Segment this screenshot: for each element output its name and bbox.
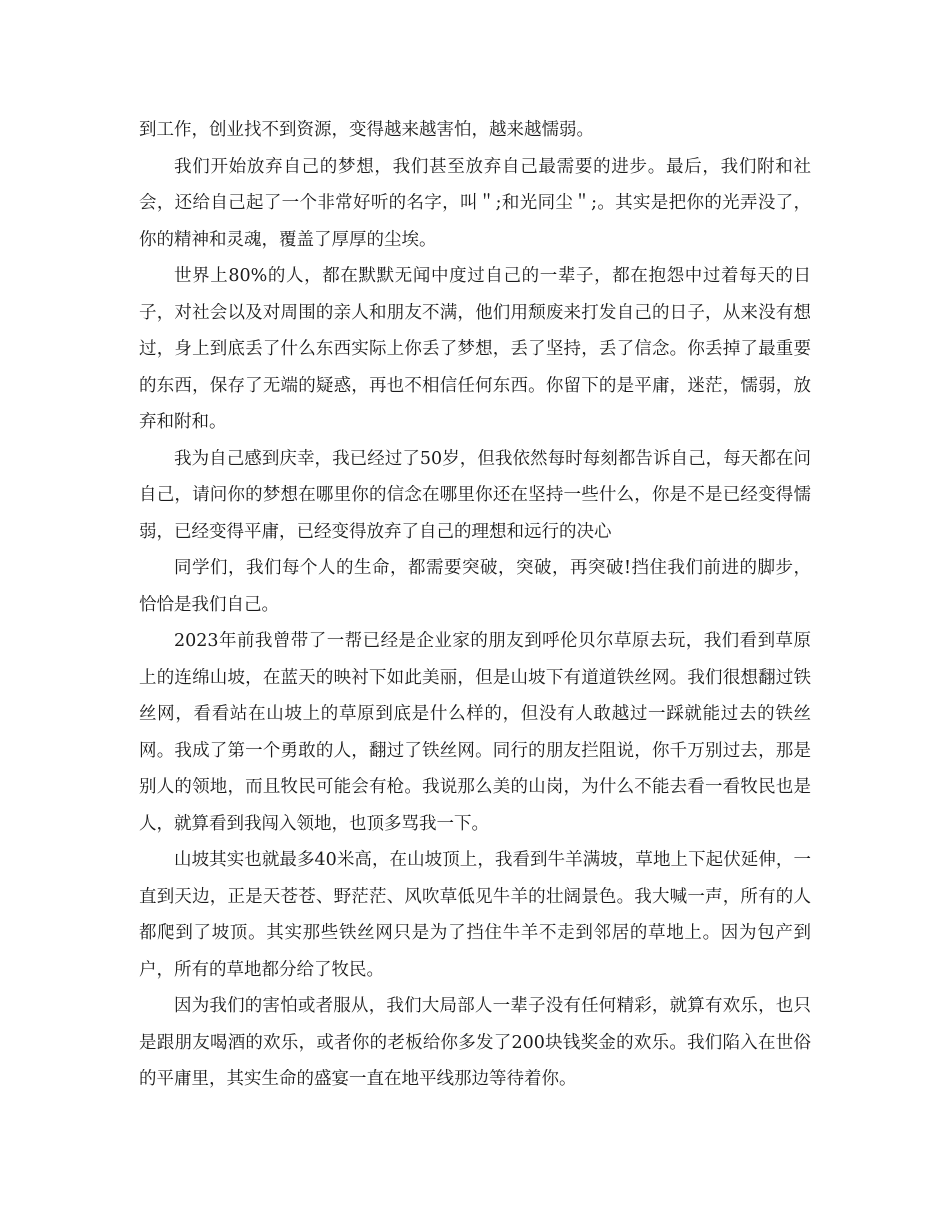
paragraph: 我们开始放弃自己的梦想，我们甚至放弃自己最需要的进步。最后，我们附和社会，还给自己起了一个非常好听的名字，叫＂;和光同尘＂;。其实是把你的光弄没了，你的精神和灵魂，覆盖了厚厚的尘埃。 — [139, 156, 811, 250]
paragraph: 2023年前我曾带了一帮已经是企业家的朋友到呼伦贝尔草原去玩，我们看到草原上的连绵山坡，在蓝天的映衬下如此美丽，但是山坡下有道道铁丝网。我们很想翻过铁丝网，看看站在山坡上的草原到底是什么样的，但没有人敢越过一踩就能过去的铁丝网。我成了第一个勇敢的人，翻过了铁丝网。同行的朋友拦阻说，你千万别过去，那是别人的领地，而且牧民可能会有枪。我说那么美的山岗，为什么不能去看一看牧民也是人，就算看到我闯入领地，也顶多骂我一下。 — [139, 631, 811, 834]
paragraph: 世界上80%的人，都在默默无闻中度过自己的一辈子，都在抱怨中过着每天的日子，对社会以及对周围的亲人和朋友不满，他们用颓废来打发自己的日子，从来没有想过，身上到底丢了什么东西实际上你丢了梦想，丢了坚持，丢了信念。你丢掉了最重要的东西，保存了无端的疑惑，再也不相信任何东西。你留下的是平庸，迷茫，懦弱，放弃和附和。 — [139, 266, 811, 432]
paragraph: 同学们，我们每个人的生命，都需要突破，突破，再突破!挡住我们前进的脚步，恰恰是我们自己。 — [139, 558, 811, 615]
paragraph: 因为我们的害怕或者服从，我们大局部人一辈子没有任何精彩，就算有欢乐，也只是跟朋友喝酒的欢乐，或者你的老板给你多发了200块钱奖金的欢乐。我们陷入在世俗的平庸里，其实生命的盛宴一直在地平线那边等待着你。 — [139, 996, 811, 1089]
paragraph-continued: 到工作，创业找不到资源，变得越来越害怕，越来越懦弱。 — [139, 120, 594, 140]
paragraph: 我为自己感到庆幸，我已经过了50岁，但我依然每时每刻都告诉自己，每天都在问自己，请问你的梦想在哪里你的信念在哪里你还在坚持一些什么，你是不是已经变得懦弱，已经变得平庸，已经变得放弃了自己的理想和远行的决心 — [139, 448, 811, 542]
paragraph: 山坡其实也就最多40米高，在山坡顶上，我看到牛羊满坡，草地上下起伏延伸，一直到天边，正是天苍苍、野茫茫、风吹草低见牛羊的壮阔景色。我大喊一声，所有的人都爬到了坡顶。其实那些铁丝网只是为了挡住牛羊不走到邻居的草地上。因为包产到户，所有的草地都分给了牧民。 — [139, 850, 811, 980]
document-body — [139, 112, 811, 1098]
